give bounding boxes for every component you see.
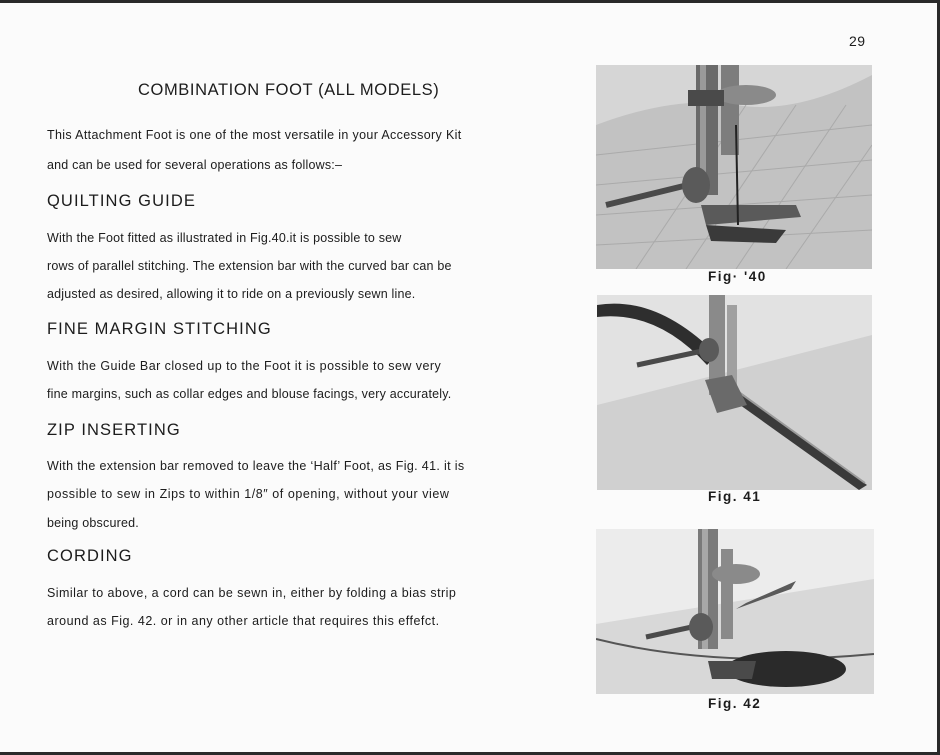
figure-caption: Fig. 42	[708, 696, 762, 711]
figure-caption: Fig· '40	[708, 269, 767, 284]
section-line: possible to sew in Zips to within 1/8″ of opening, without your view	[47, 487, 450, 501]
page-number: 29	[849, 33, 866, 49]
section-line: fine margins, such as collar edges and blouse facings, very accurately.	[47, 387, 452, 401]
section-line: Similar to above, a cord can be sewn in, either by folding a bias strip	[47, 586, 457, 600]
section-line: With the Guide Bar closed up to the Foot it is possible to sew very	[47, 359, 442, 373]
section-line: With the extension bar removed to leave the ‘Half’ Foot, as Fig. 41. it is	[47, 459, 465, 473]
section-line: rows of parallel stitching. The extension bar with the curved bar can be	[47, 259, 452, 273]
sewing-foot-quilting-photo	[596, 65, 872, 269]
sewing-foot-zip-photo	[597, 295, 872, 490]
section-line: around as Fig. 42. or in any other article that requires this effefct.	[47, 614, 440, 628]
intro-line: This Attachment Foot is one of the most versatile in your Accessory Kit	[47, 128, 462, 142]
page-title: COMBINATION FOOT (ALL MODELS)	[138, 81, 440, 99]
section-line: being obscured.	[47, 516, 139, 530]
manual-page	[0, 3, 937, 752]
section-heading-cording: CORDING	[47, 547, 133, 565]
sewing-foot-cording-photo	[596, 529, 874, 694]
figure-caption: Fig. 41	[708, 489, 762, 504]
section-heading-quilting-guide: QUILTING GUIDE	[47, 192, 196, 210]
section-line: adjusted as desired, allowing it to ride on a previously sewn line.	[47, 287, 416, 301]
section-line: With the Foot fitted as illustrated in Fig.40.it is possible to sew	[47, 231, 402, 245]
section-heading-zip-inserting: ZIP INSERTING	[47, 421, 181, 439]
intro-line: and can be used for several operations as follows:–	[47, 158, 343, 172]
section-heading-fine-margin-stitching: FINE MARGIN STITCHING	[47, 320, 272, 338]
